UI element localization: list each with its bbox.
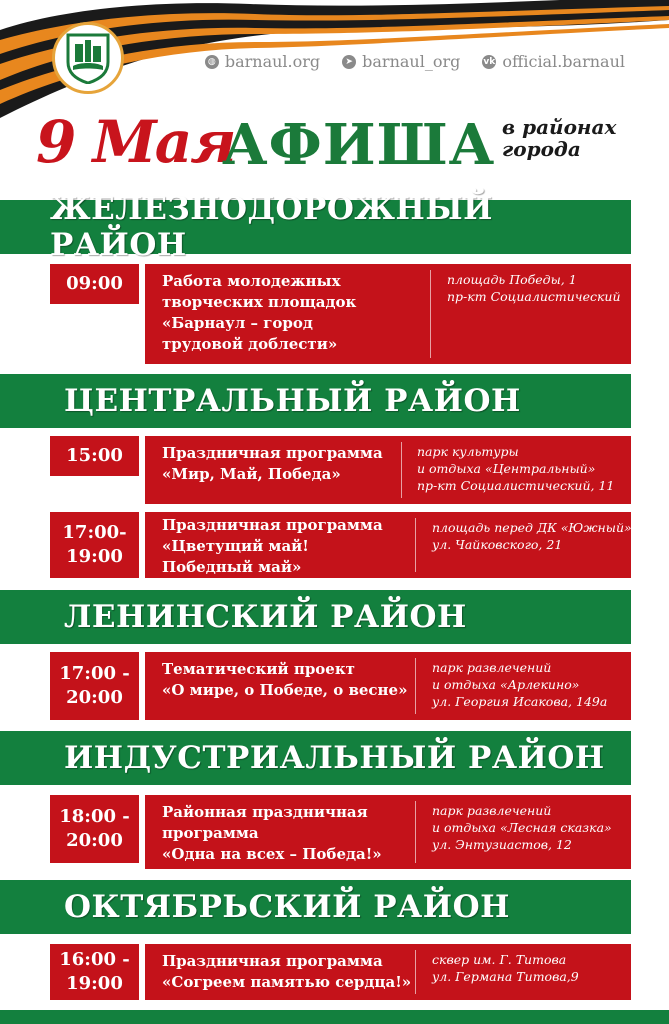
event-time: 15:00: [50, 436, 139, 476]
event-card: [145, 944, 631, 1000]
district-header-oktyabrsky: ОКТЯБРЬСКИЙ РАЙОН: [0, 880, 631, 934]
district-header-industrialny: ИНДУСТРИАЛЬНЫЙ РАЙОН: [0, 731, 631, 785]
divider: [415, 801, 416, 863]
event-place: сквер им. Г. Титова ул. Германа Титова,9: [432, 952, 579, 984]
event-place: парк развлечений и отдыха «Лесная сказка» ул. Энтузиастов, 12: [432, 803, 612, 852]
event-card: [145, 652, 631, 720]
poster-title: АФИША: [222, 112, 496, 178]
event-time: 18:00 - 20:00: [50, 795, 139, 863]
social-link-site[interactable]: [205, 52, 320, 71]
divider: [415, 950, 416, 994]
telegram-icon: ➤: [342, 55, 356, 69]
event-title: Работа молодежных творческих площадок «Барнаул – город трудовой доблести»: [162, 272, 357, 353]
event-time: 09:00: [50, 264, 139, 304]
event-place: площадь Победы, 1 пр-кт Социалистический: [447, 272, 621, 304]
event-title: Районная праздничная программа «Одна на всех – Победа!»: [162, 803, 382, 863]
bottom-bar: [0, 1010, 669, 1024]
event-place: площадь перед ДК «Южный», ул. Чайковского, 21: [432, 520, 636, 552]
district-header-zheleznodorozhny: ЖЕЛЕЗНОДОРОЖНЫЙ РАЙОН: [0, 200, 631, 254]
event-title: Праздничная программа «Согреем памятью сердца!»: [162, 952, 412, 991]
event-time: 17:00 - 20:00: [50, 652, 139, 720]
divider: [415, 658, 416, 714]
event-card: [145, 436, 631, 504]
divider: [401, 442, 402, 498]
event-title: Праздничная программа «Цветущий май! Победный май»: [162, 516, 383, 576]
event-time: 16:00 - 19:00: [50, 944, 139, 1000]
social-link-vk[interactable]: [482, 52, 625, 71]
event-time: 17:00- 19:00: [50, 512, 139, 578]
divider: [415, 518, 416, 572]
globe-icon: ◍: [205, 55, 219, 69]
district-header-tsentralny: ЦЕНТРАЛЬНЫЙ РАЙОН: [0, 374, 631, 428]
social-links: [205, 52, 625, 71]
divider: [430, 270, 431, 358]
city-emblem-logo: [52, 22, 124, 94]
social-label: barnaul_org: [362, 52, 461, 71]
date-title: 9 Мая: [36, 108, 235, 176]
event-card: [145, 512, 636, 578]
event-title: Праздничная программа «Мир, Май, Победа»: [162, 444, 383, 483]
vk-icon: vk: [483, 56, 496, 67]
social-label: official.barnaul: [502, 52, 625, 71]
poster-subtitle: в районах города: [502, 115, 617, 161]
event-card: [145, 795, 631, 869]
social-label: barnaul.org: [224, 52, 321, 71]
event-card: [145, 264, 631, 364]
event-place: парк развлечений и отдыха «Арлекино» ул. Георгия Исакова, 149а: [432, 660, 608, 709]
poster-header: [36, 108, 636, 188]
district-header-leninsky: ЛЕНИНСКИЙ РАЙОН: [0, 590, 631, 644]
event-title: Тематический проект «О мире, о Победе, о весне»: [162, 660, 408, 699]
social-link-telegram[interactable]: [342, 52, 460, 71]
event-place: парк культуры и отдыха «Центральный» пр-кт Социалистический, 11: [417, 444, 615, 493]
